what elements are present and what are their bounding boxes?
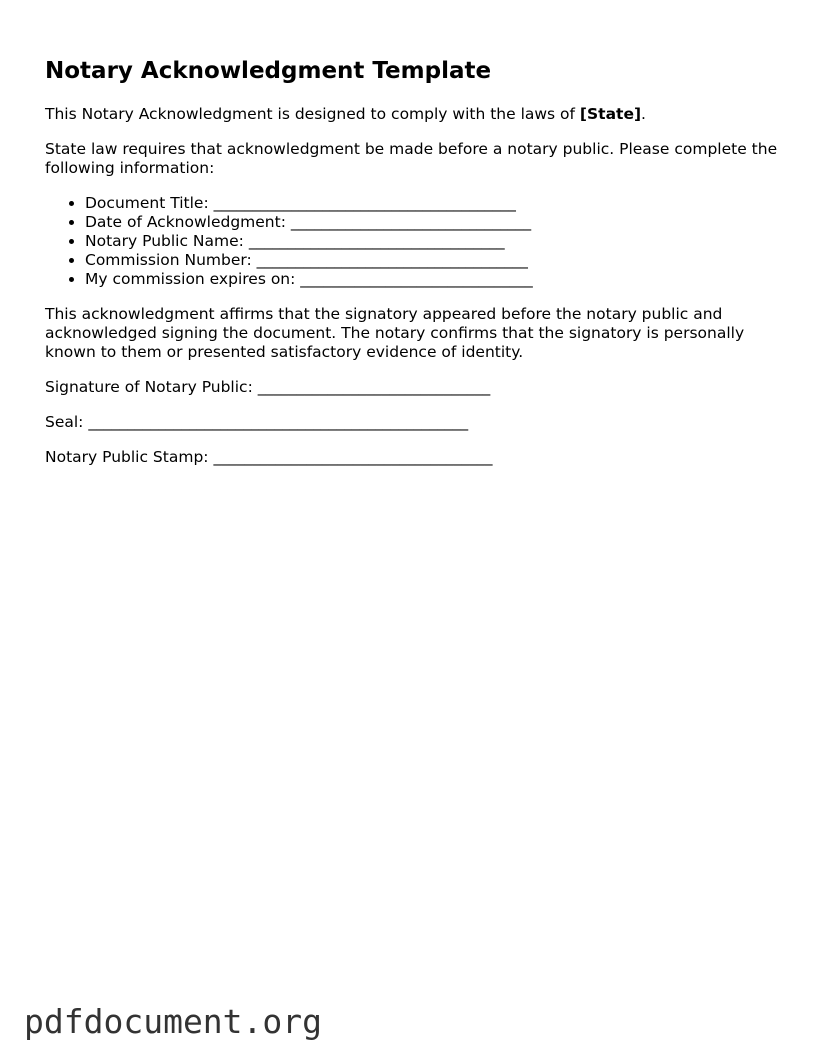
field-date-of-acknowledgment (85, 213, 785, 232)
field-label: Document Title: (85, 194, 209, 212)
intro-text: This Notary Acknowledgment is designed to comply with the laws of (45, 105, 580, 123)
stamp-label: Notary Public Stamp: (45, 448, 209, 466)
field-label: Date of Acknowledgment: (85, 213, 286, 231)
seal-label: Seal: (45, 413, 84, 431)
field-label: Notary Public Name: (85, 232, 244, 250)
signature-label: Signature of Notary Public: (45, 378, 253, 396)
stamp-blank: ____________________________________ (213, 448, 493, 466)
seal-line (45, 413, 785, 432)
field-label: Commission Number: (85, 251, 252, 269)
field-blank: ___________________________________ (256, 251, 528, 269)
field-document-title (85, 194, 785, 213)
field-label: My commission expires on: (85, 270, 296, 288)
field-blank: _______________________________________ (213, 194, 516, 212)
document-page (45, 55, 785, 483)
info-fields-list (45, 194, 785, 289)
field-commission-number (85, 251, 785, 270)
field-blank: _______________________________ (290, 213, 532, 231)
footer-watermark: pdfdocument.org (24, 1002, 323, 1041)
state-placeholder: [State] (579, 105, 642, 123)
signature-line (45, 378, 785, 397)
requirement-paragraph: State law requires that acknowledgment be made before a notary public. Please complete the following information: (45, 140, 778, 177)
intro-paragraph (45, 105, 785, 124)
field-blank: ______________________________ (300, 270, 533, 288)
page-title: Notary Acknowledgment Template (45, 58, 492, 84)
affirmation-paragraph: This acknowledgment affirms that the signatory appeared before the notary public and acknowledged signing the document. The notary confirms that the signatory is personally known to them or presented satisfactory evidence of identity. (45, 305, 745, 361)
signature-blank: ______________________________ (257, 378, 491, 396)
seal-blank: _________________________________________________ (88, 413, 469, 431)
field-commission-expires (85, 270, 785, 289)
field-notary-public-name (85, 232, 785, 251)
field-blank: _________________________________ (248, 232, 505, 250)
stamp-line (45, 448, 785, 467)
intro-end: . (641, 105, 646, 123)
